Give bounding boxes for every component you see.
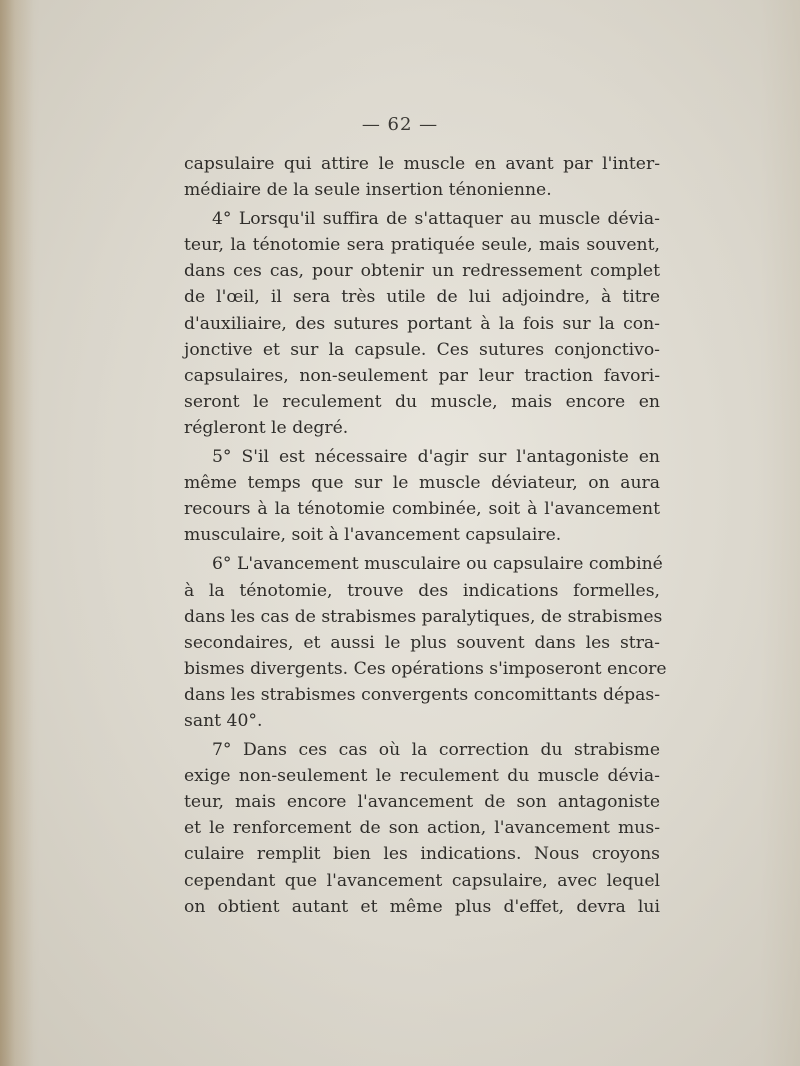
- text-line: de l'œil, il sera très utile de lui adjoindre, à titre: [184, 287, 660, 308]
- text-line: dans ces cas, pour obtenir un redressement complet: [184, 261, 660, 282]
- text-line: capsulaires, non-seulement par leur traction favori-: [184, 365, 660, 386]
- text-line: bismes divergents. Ces opérations s'imposeront encore: [184, 658, 667, 679]
- text-line: capsulaire qui attire le muscle en avant par l'inter-: [184, 154, 660, 174]
- text-line: 7° Dans ces cas où la correction du strabisme: [212, 740, 660, 761]
- text-line: recours à la ténotomie combinée, soit à l'avancement: [184, 499, 660, 520]
- text-line: cependant que l'avancement capsulaire, avec lequel: [184, 870, 660, 891]
- body-text: [184, 151, 667, 920]
- text-line: 5° S'il est nécessaire d'agir sur l'antagoniste en: [212, 447, 660, 468]
- binding-shadow: [0, 0, 34, 1066]
- text-line: d'auxiliaire, des sutures portant à la fois sur la con-: [184, 313, 660, 334]
- text-line: culaire remplit bien les indications. Nous croyons: [184, 844, 660, 865]
- text-line: même temps que sur le muscle déviateur, on aura: [184, 473, 660, 494]
- text-line: 4° Lorsqu'il suffira de s'attaquer au muscle dévia-: [212, 209, 660, 230]
- text-line: on obtient autant et même plus d'effet, devra lui: [184, 896, 660, 917]
- text-line: teur, mais encore l'avancement de son antagoniste: [184, 792, 660, 813]
- text-line: musculaire, soit à l'avancement capsulaire.: [184, 525, 562, 546]
- text-line: teur, la ténotomie sera pratiquée seule, mais souvent,: [184, 235, 660, 256]
- text-line: sant 40°.: [184, 710, 263, 731]
- text-line: secondaires, et aussi le plus souvent dans les stra-: [184, 632, 660, 653]
- text-line: seront le reculement du muscle, mais encore en: [184, 391, 660, 412]
- text-line: médiaire de la seule insertion ténonienne.: [184, 180, 552, 201]
- text-line: dans les strabismes convergents concomittants dépas-: [184, 684, 660, 705]
- page-number: — 62 —: [361, 114, 439, 135]
- text-line: et le renforcement de son action, l'avancement mus-: [184, 818, 660, 839]
- text-line: dans les cas de strabismes paralytiques, de strabismes: [184, 606, 663, 627]
- text-line: régleront le degré.: [184, 417, 349, 438]
- text-line: à la ténotomie, trouve des indications formelles,: [184, 580, 660, 601]
- text-line: exige non-seulement le reculement du muscle dévia-: [184, 766, 660, 787]
- text-line: jonctive et sur la capsule. Ces sutures conjonctivo-: [184, 339, 660, 360]
- text-line: 6° L'avancement musculaire ou capsulaire combiné: [212, 554, 663, 575]
